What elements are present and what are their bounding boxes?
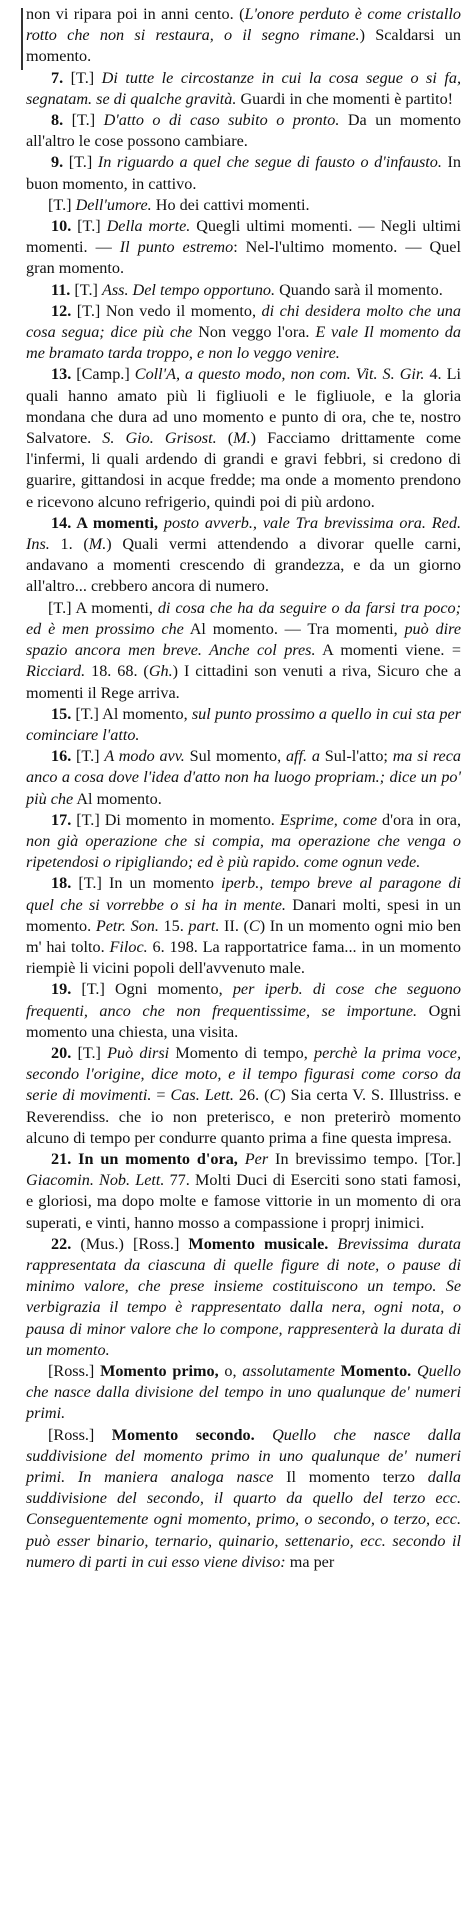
- text-run: (Mus.) [Ross.]: [71, 1234, 189, 1253]
- paragraph-sense-14-sub: [26, 598, 461, 704]
- text-run: [T.] Di momento in momento.: [71, 810, 280, 829]
- italic-gloss: Esprime, come: [279, 810, 378, 829]
- paragraph-sense-16: [26, 746, 461, 810]
- italic-gloss: Della morte.: [106, 217, 191, 236]
- italic-gloss: sul punto prossimo a quello in cui sta per cominciare l'atto.: [26, 704, 462, 744]
- italic-gloss: Ass. Del tempo opportuno.: [101, 280, 276, 299]
- text-run: [T.] Al momento,: [71, 704, 192, 723]
- paragraph-sense-9: [26, 152, 461, 194]
- italic-gloss: Cas. Lett.: [170, 1086, 234, 1105]
- italic-gloss: C: [269, 1086, 281, 1105]
- headword: Momento musicale.: [188, 1234, 329, 1253]
- paragraph-sense-14: [26, 513, 461, 598]
- text-run: Quegli ultimi momenti. — Negli ultimi momenti. —: [26, 217, 462, 257]
- margin-rule: [21, 8, 23, 70]
- text-run: [Ross.]: [48, 1425, 112, 1444]
- italic-gloss: M.: [233, 429, 251, 448]
- italic-gloss: Ricciard.: [26, 662, 86, 681]
- text-run: A momenti viene. =: [315, 641, 461, 660]
- headword: 12.: [51, 301, 72, 320]
- text-run: [T.] In un momento: [71, 874, 222, 893]
- text-run: Guardi in che momenti è partito!: [236, 89, 454, 108]
- text-run: ) Scaldarsi un momento.: [26, 26, 461, 66]
- text-run: [T.]: [71, 1043, 108, 1062]
- paragraph-sense-21: [26, 1149, 461, 1234]
- text-run: Sul-l'atto;: [319, 747, 393, 766]
- text-run: [T.]: [48, 195, 76, 214]
- headword: 22.: [51, 1234, 72, 1253]
- headword: Momento.: [340, 1362, 412, 1380]
- text-run: 4. Li quali hanno amato più li figliuoli e le figliuole, e la gloria mondana che dura ad uno momento e punto di ora, che te, nostro Salvatore.: [26, 365, 462, 448]
- paragraph-sense-19: [26, 979, 461, 1043]
- text-run: Quando sarà il momento.: [275, 280, 443, 299]
- text-run: d'ora in ora,: [377, 810, 461, 829]
- headword: 7.: [51, 68, 64, 87]
- paragraph-sense-17: [26, 810, 461, 874]
- text-run: [T.] A momenti,: [48, 598, 158, 617]
- text-run: Il momento terzo: [273, 1468, 428, 1487]
- paragraph-sense-10: [26, 216, 461, 280]
- text-run: ) I cittadini son venuti a riva, Sicuro che a momenti il Rege arriva.: [26, 662, 462, 702]
- italic-gloss: Coll'A, a questo modo, non com. Vit. S. Gir.: [134, 365, 425, 384]
- italic-gloss: Quello che nasce dalla divisione del tempo in uno qualunque de' numeri primi.: [26, 1362, 462, 1423]
- paragraph-sense-13: [26, 364, 461, 512]
- headword: 8.: [51, 111, 64, 130]
- text-run: (: [216, 429, 234, 448]
- text-run: Momento di tempo,: [169, 1043, 314, 1062]
- italic-gloss: Quello che nasce dalla suddivisione del momento primo in uno qualunque de' numeri primi. In maniera analoga nasce: [26, 1425, 462, 1487]
- headword: 19.: [51, 980, 72, 999]
- text-run: =: [151, 1086, 171, 1105]
- headword: 15.: [51, 704, 72, 723]
- paragraph-sense-15: [26, 704, 461, 746]
- headword: 21. In un momento d'ora,: [51, 1149, 238, 1168]
- italic-gloss: per iperb. di cose che seguono frequenti, anco che non frequentissime, se importune.: [26, 980, 461, 1020]
- paragraph-sense-12: [26, 301, 461, 365]
- italic-gloss: dalla suddivisione del secondo, il quarto da quello del terzo ecc. Conseguentemente ogni momento, primo, o secondo, o terzo, ecc. può esser binario, ternario, quinario, settenario, ecc. secondo il numero di parti in cui esso viene diviso:: [26, 1468, 461, 1571]
- text-run: II. (: [219, 916, 249, 935]
- italic-gloss: aff. a: [285, 747, 320, 766]
- headword: 9.: [51, 153, 64, 172]
- text-run: Al momento.: [73, 789, 162, 808]
- headword: 20.: [51, 1043, 72, 1062]
- text-run: ) In un momento ogni mio ben m' hai tolto.: [26, 916, 462, 956]
- text-run: ) Facciamo drittamente come l'infermi, li quali ardendo di grandi e gravi febbri, si credono di guarire, gittandosi in acque fredde; ma onde a momento prendono e ricevono alcuno refrigerio, quindi poi di più ardono.: [26, 429, 461, 511]
- italic-gloss: perchè la prima voce, secondo l'origine, dice moto, e il tempo figurasi come corso da serie di movimenti.: [26, 1043, 461, 1105]
- headword: 16.: [51, 747, 72, 766]
- text-run: ) Sia certa V. S. Illustriss. e Reverendiss. che io non preterisco, e non preterirò momento alcuno di tempo per condurre quanto prima a fine questa impresa.: [26, 1086, 462, 1147]
- headword: 11.: [51, 280, 71, 299]
- text-run: Ho dei cattivi momenti.: [151, 195, 310, 214]
- text-run: 77. Molti Duci di Eserciti sono stati famosi, e gloriosi, ma dopo molte e famose vittorie in un momento di ora superati, e vinti, hanno mosso a compassione i proprj inimici.: [26, 1171, 462, 1232]
- paragraph-sense-22-primo: [26, 1361, 461, 1425]
- italic-gloss: Filoc.: [109, 937, 148, 956]
- text-run: [T.]: [63, 111, 104, 130]
- paragraph-sense-22: [26, 1234, 461, 1361]
- italic-gloss: iperb., tempo breve al paragone di quel che si vorrebbe o si ha in mente.: [26, 874, 461, 914]
- text-run: [T.] Non vedo il momento,: [71, 301, 262, 320]
- text-run: [238, 1150, 245, 1168]
- headword: 17.: [51, 810, 72, 829]
- text-run: [T.]: [70, 280, 102, 299]
- italic-gloss: di chi desidera molto che una cosa segua; dice più che: [26, 301, 461, 342]
- text-run: [T.]: [63, 153, 98, 172]
- text-run: 26. (: [233, 1086, 270, 1105]
- text-run: ma per: [285, 1552, 335, 1571]
- text-run: [T.] Ogni momento,: [71, 980, 233, 999]
- text-run: In buon momento, in cattivo.: [26, 153, 462, 193]
- text-run: Ogni momento una chiesta, una visita.: [26, 1001, 461, 1041]
- italic-gloss: ma si reca anco a cosa dove l'idea d'atto non ha luogo propriam.; dice un po' più che: [26, 747, 462, 808]
- headword: Momento primo,: [100, 1362, 219, 1380]
- paragraph-sense-8: [26, 110, 461, 152]
- italic-gloss: Gh.: [148, 662, 173, 681]
- italic-gloss: part.: [188, 916, 220, 935]
- headword: 13.: [51, 365, 72, 384]
- headword: 10.: [51, 217, 72, 236]
- text-run: Al momento. — Tra momenti,: [183, 619, 405, 638]
- text-run: Da un momento all'altro le cose possono cambiare.: [26, 111, 462, 151]
- italic-gloss: Il punto estremo: [119, 238, 234, 257]
- text-run: [Ross.]: [48, 1362, 101, 1380]
- entry-column: [26, 4, 461, 1573]
- italic-gloss: Di tutte le circostanze in cui la cosa segue o si fa, segnatam. se di qualche gravità.: [26, 68, 461, 108]
- paragraph-sense-20: [26, 1043, 461, 1149]
- italic-gloss: Brevissima durata rappresentata da ciascuna di quelle figure di note, o pause di minimo valore, che prese insieme costituiscono un tempo. Se verbigrazia il tempo è rappresentato dalla nera, ogni nota, o pausa di minor valore che lo compone, rappresenterà la durata di un momento.: [26, 1234, 462, 1359]
- paragraph-sense-18: [26, 873, 461, 979]
- paragraph-continuation: [26, 4, 461, 68]
- paragraph-sense-22-secondo: [26, 1425, 461, 1573]
- text-run: non vi ripara poi in anni cento. (: [26, 5, 245, 23]
- italic-gloss: E vale Il momento da me bramato tarda troppo, e non lo veggo venire.: [26, 323, 461, 363]
- text-run: [T.]: [71, 217, 107, 236]
- text-run: [T.]: [71, 747, 105, 766]
- italic-gloss: M.: [88, 535, 107, 554]
- paragraph-sense-9-umore: [26, 195, 461, 216]
- text-run: ) Quali vermi attendendo a divorar quelle carni, andavano a momenti crescendo di grandezza, e da un giorno all'altro... crebbero ancora di numero.: [26, 535, 462, 596]
- text-run: 15.: [158, 916, 189, 935]
- headword: Momento secondo.: [111, 1425, 255, 1444]
- text-run: [T.]: [63, 68, 102, 87]
- text-run: : Nel-l'ultimo momento. — Quel gran momento.: [26, 238, 461, 278]
- italic-gloss: Petr. Son.: [95, 916, 159, 935]
- paragraph-sense-11: [26, 280, 461, 301]
- italic-gloss: di cosa che ha da seguire o da farsi tra poco; ed è men prossimo che: [26, 598, 461, 638]
- text-run: Non veggo l'ora.: [192, 323, 316, 342]
- italic-gloss: assolutamente: [242, 1362, 335, 1380]
- text-run: In brevissimo tempo. [Tor.]: [268, 1149, 461, 1168]
- italic-gloss: Per: [244, 1149, 269, 1168]
- italic-gloss: D'atto o di caso subito o pronto.: [103, 111, 340, 130]
- paragraph-sense-7: [26, 68, 461, 110]
- text-run: 1. (: [49, 535, 89, 554]
- text-run: 6. 198. La rapportatrice fama... in un momento riempiè li vicini popoli dell'avvenuto male.: [26, 937, 461, 978]
- italic-gloss: Giacomin. Nob. Lett.: [26, 1171, 165, 1190]
- italic-gloss: In riguardo a quel che segue di fausto o d'infausto.: [97, 153, 442, 172]
- italic-gloss: C: [248, 916, 260, 935]
- italic-gloss: Dell'umore.: [75, 195, 152, 214]
- text-run: Sul momento,: [184, 747, 286, 766]
- italic-gloss: non già operazione che si compia, ma operazione che venga o ripetendosi o ripigliando; ed è più rapido. come ognun vede.: [26, 831, 461, 872]
- text-run: 18. 68. (: [85, 662, 149, 681]
- text-run: [Camp.]: [71, 365, 135, 384]
- italic-gloss: A modo avv.: [104, 747, 185, 766]
- italic-gloss: S. Gio. Grisost.: [102, 429, 217, 448]
- italic-gloss: L'onore perduto è come cristallo rotto che non si restaura, o il segno rimane.: [26, 5, 461, 45]
- text-run: o,: [218, 1362, 243, 1380]
- headword: 14. A momenti,: [51, 513, 159, 532]
- italic-gloss: Può dirsi: [107, 1043, 170, 1062]
- text-run: Danari molti, spesi in un momento.: [26, 895, 461, 935]
- headword: 18.: [51, 874, 72, 893]
- italic-gloss: può dire spazio ancora men breve. Anche col pres.: [26, 619, 461, 660]
- italic-gloss: posto avverb., vale Tra brevissima ora. Red. Ins.: [26, 513, 462, 554]
- text-run: [255, 1426, 272, 1444]
